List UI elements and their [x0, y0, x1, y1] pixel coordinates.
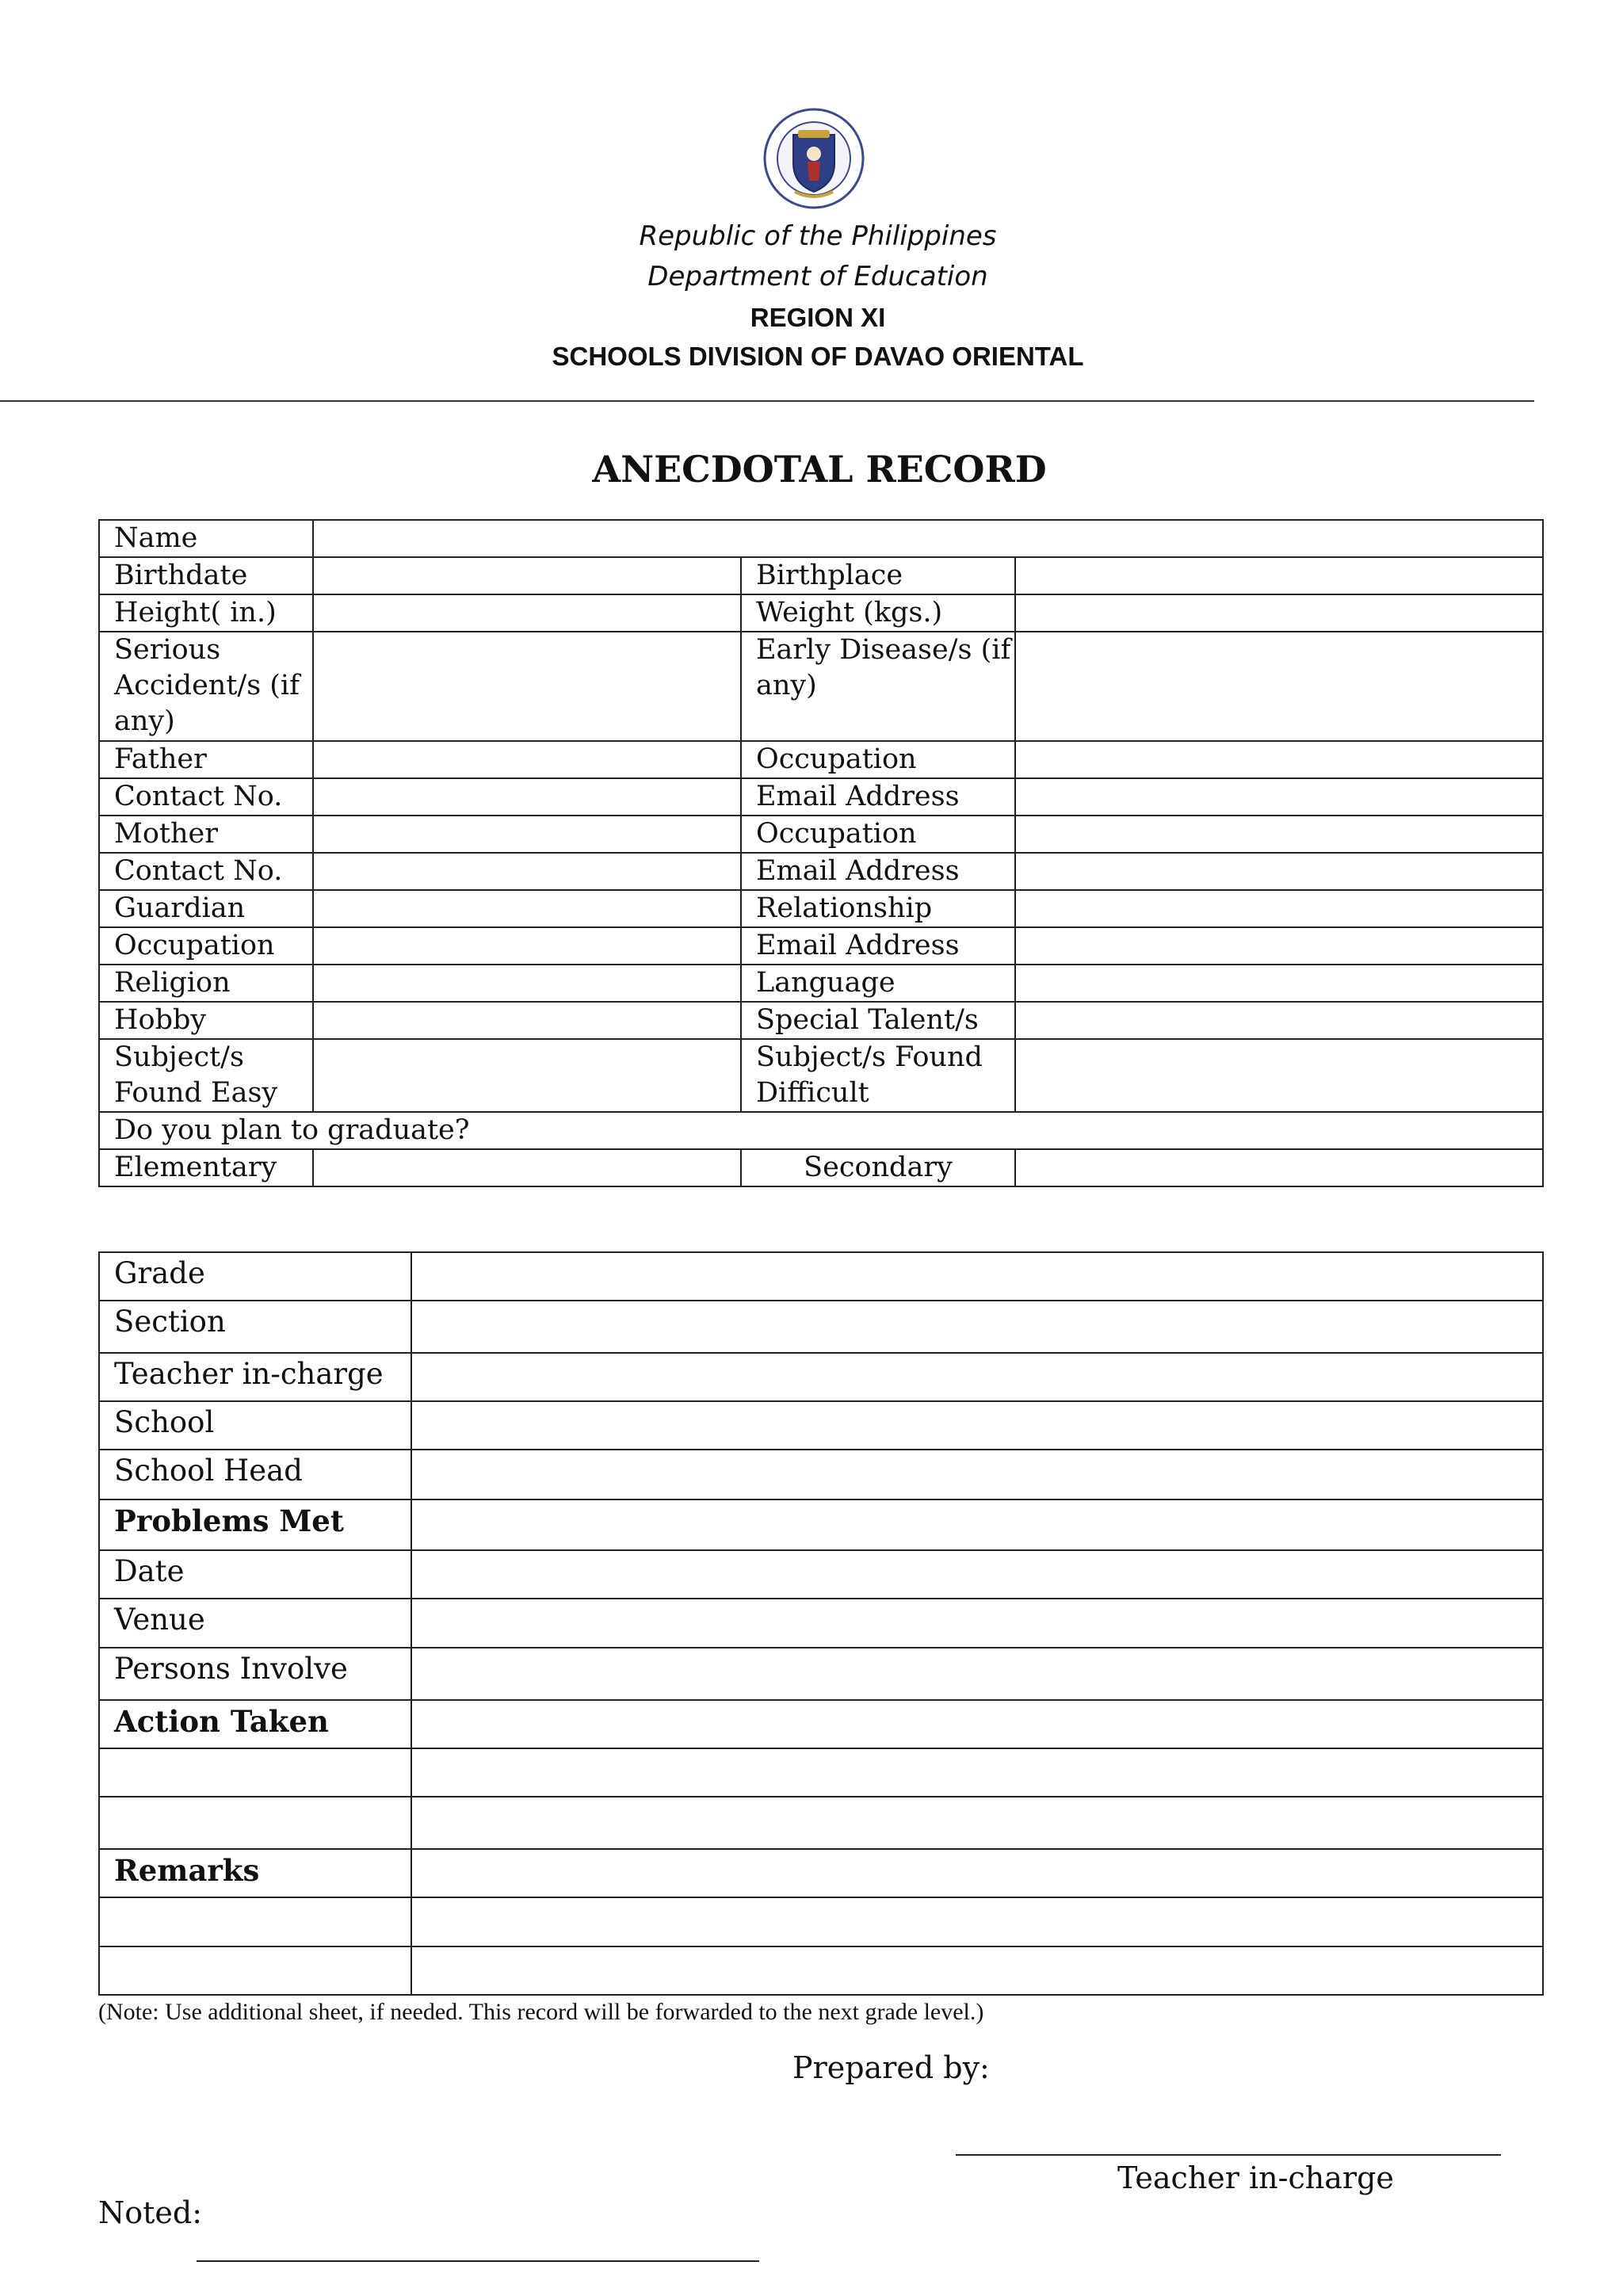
remarks-extra-label[interactable]: [99, 1897, 411, 1946]
problems-met-label: Problems Met: [99, 1499, 411, 1550]
birthdate-label: Birthdate: [99, 557, 313, 594]
teacher-field[interactable]: [411, 1353, 1543, 1401]
name-field[interactable]: [313, 520, 1543, 557]
birthplace-field[interactable]: [1015, 557, 1543, 594]
republic-heading: Republic of the Philippines: [639, 220, 997, 252]
remarks-extra-field[interactable]: [411, 1946, 1543, 1995]
religion-label: Religion: [99, 965, 313, 1002]
table-row: [99, 1353, 1543, 1401]
table-row: [99, 1401, 1543, 1450]
subjects-difficult-field[interactable]: [1015, 1039, 1543, 1112]
table-row: [99, 1648, 1543, 1700]
weight-label: Weight (kgs.): [741, 594, 1015, 632]
persons-involve-field[interactable]: [411, 1648, 1543, 1700]
grade-label: Grade: [99, 1252, 411, 1301]
table-row: [99, 1450, 1543, 1499]
table-row: [99, 965, 1543, 1002]
mother-contact-label: Contact No.: [99, 853, 313, 890]
father-email-label: Email Address: [741, 778, 1015, 816]
table-row: [99, 1149, 1543, 1186]
action-taken-label: Action Taken: [99, 1700, 411, 1748]
remarks-field[interactable]: [411, 1849, 1543, 1897]
table-row: [99, 1946, 1543, 1995]
special-talents-field[interactable]: [1015, 1002, 1543, 1039]
action-taken-extra-label[interactable]: [99, 1748, 411, 1797]
table-row: [99, 1897, 1543, 1946]
guardian-field[interactable]: [313, 890, 741, 927]
hobby-field[interactable]: [313, 1002, 741, 1039]
mother-field[interactable]: [313, 816, 741, 853]
serious-accidents-label: Serious Accident/s (if any): [99, 632, 313, 741]
region-heading: REGION XI: [750, 303, 886, 332]
action-taken-extra-field[interactable]: [411, 1797, 1543, 1849]
early-diseases-field[interactable]: [1015, 632, 1543, 741]
department-heading: Department of Education: [647, 261, 988, 292]
teacher-signature-line[interactable]: [956, 2154, 1501, 2156]
subjects-easy-label: Subject/s Found Easy: [99, 1039, 313, 1112]
table-row: [99, 1301, 1543, 1353]
table-row: [99, 632, 1543, 741]
father-occupation-label: Occupation: [741, 741, 1015, 778]
secondary-field[interactable]: [1015, 1149, 1543, 1186]
school-head-signature-line[interactable]: [197, 2260, 759, 2262]
section-field[interactable]: [411, 1301, 1543, 1353]
remarks-label: Remarks: [99, 1849, 411, 1897]
school-label: School: [99, 1401, 411, 1450]
persons-involve-label: Persons Involve: [99, 1648, 411, 1700]
father-contact-field[interactable]: [313, 778, 741, 816]
student-profile-table: [98, 519, 1544, 1187]
birthplace-label: Birthplace: [741, 557, 1015, 594]
table-row: [99, 853, 1543, 890]
mother-email-field[interactable]: [1015, 853, 1543, 890]
guardian-email-label: Email Address: [741, 927, 1015, 965]
deped-seal-logo: [763, 108, 865, 209]
graduate-question: Do you plan to graduate?: [99, 1112, 1543, 1149]
table-row: [99, 1112, 1543, 1149]
elementary-label: Elementary: [99, 1149, 313, 1186]
father-contact-label: Contact No.: [99, 778, 313, 816]
table-row: [99, 778, 1543, 816]
mother-contact-field[interactable]: [313, 853, 741, 890]
weight-field[interactable]: [1015, 594, 1543, 632]
table-row: [99, 1700, 1543, 1748]
language-field[interactable]: [1015, 965, 1543, 1002]
subjects-difficult-label: Subject/s Found Difficult: [741, 1039, 1015, 1112]
date-field[interactable]: [411, 1550, 1543, 1599]
division-heading: SCHOOLS DIVISION OF DAVAO ORIENTAL: [552, 342, 1084, 371]
father-email-field[interactable]: [1015, 778, 1543, 816]
table-row: [99, 1748, 1543, 1797]
table-row: [99, 1252, 1543, 1301]
table-row: [99, 1849, 1543, 1897]
table-row: [99, 1002, 1543, 1039]
guardian-occupation-field[interactable]: [313, 927, 741, 965]
header-divider: [0, 400, 1534, 402]
mother-occupation-label: Occupation: [741, 816, 1015, 853]
table-row: [99, 1499, 1543, 1550]
remarks-extra-field[interactable]: [411, 1897, 1543, 1946]
prepared-by-label: Prepared by:: [792, 2050, 990, 2085]
special-talents-label: Special Talent/s: [741, 1002, 1015, 1039]
birthdate-field[interactable]: [313, 557, 741, 594]
teacher-label: Teacher in-charge: [99, 1353, 411, 1401]
guardian-occupation-label: Occupation: [99, 927, 313, 965]
table-row: [99, 557, 1543, 594]
action-taken-field[interactable]: [411, 1700, 1543, 1748]
date-label: Date: [99, 1550, 411, 1599]
height-field[interactable]: [313, 594, 741, 632]
religion-field[interactable]: [313, 965, 741, 1002]
document-title: ANECDOTAL RECORD: [592, 448, 1047, 491]
father-field[interactable]: [313, 741, 741, 778]
mother-email-label: Email Address: [741, 853, 1015, 890]
table-row: [99, 1797, 1543, 1849]
problems-met-field[interactable]: [411, 1499, 1543, 1550]
table-row: [99, 1599, 1543, 1648]
table-row: [99, 927, 1543, 965]
guardian-email-field[interactable]: [1015, 927, 1543, 965]
table-row: [99, 1039, 1543, 1112]
guardian-label: Guardian: [99, 890, 313, 927]
table-row: [99, 1550, 1543, 1599]
table-row: [99, 741, 1543, 778]
venue-label: Venue: [99, 1599, 411, 1648]
relationship-label: Relationship: [741, 890, 1015, 927]
school-head-label: School Head: [99, 1450, 411, 1499]
father-label: Father: [99, 741, 313, 778]
early-diseases-label: Early Disease/s (if any): [741, 632, 1015, 741]
school-head-field[interactable]: [411, 1450, 1543, 1499]
incident-record-table: [98, 1251, 1544, 1996]
table-row: [99, 520, 1543, 557]
teacher-signature-caption: Teacher in-charge: [1117, 2160, 1394, 2195]
venue-field[interactable]: [411, 1599, 1543, 1648]
relationship-field[interactable]: [1015, 890, 1543, 927]
serious-accidents-field[interactable]: [313, 632, 741, 741]
section-label: Section: [99, 1301, 411, 1353]
school-field[interactable]: [411, 1401, 1543, 1450]
grade-field[interactable]: [411, 1252, 1543, 1301]
name-label: Name: [99, 520, 313, 557]
father-occupation-field[interactable]: [1015, 741, 1543, 778]
remarks-extra-label[interactable]: [99, 1946, 411, 1995]
language-label: Language: [741, 965, 1015, 1002]
forwarding-note: (Note: Use additional sheet, if needed. This record will be forwarded to the next grade level.): [98, 1999, 984, 2025]
noted-label: Noted:: [98, 2195, 203, 2230]
table-row: [99, 816, 1543, 853]
table-row: [99, 594, 1543, 632]
action-taken-extra-field[interactable]: [411, 1748, 1543, 1797]
height-label: Height( in.): [99, 594, 313, 632]
hobby-label: Hobby: [99, 1002, 313, 1039]
secondary-label: Secondary: [741, 1149, 1015, 1186]
elementary-field[interactable]: [313, 1149, 741, 1186]
mother-label: Mother: [99, 816, 313, 853]
mother-occupation-field[interactable]: [1015, 816, 1543, 853]
action-taken-extra-label[interactable]: [99, 1797, 411, 1849]
subjects-easy-field[interactable]: [313, 1039, 741, 1112]
table-row: [99, 890, 1543, 927]
